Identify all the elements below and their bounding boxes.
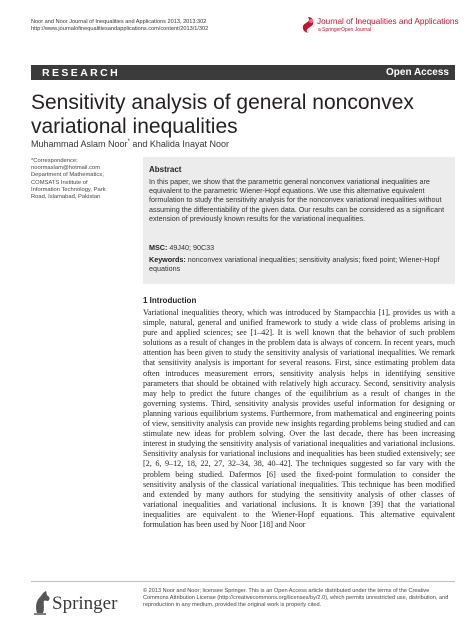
section-heading: 1 Introduction <box>143 296 197 305</box>
footer-divider <box>31 581 455 582</box>
publisher-name: Springer <box>52 593 118 614</box>
author-list <box>31 139 229 149</box>
springeropen-icon <box>300 16 316 34</box>
article-type-label: RESEARCH <box>42 67 121 79</box>
article-title: Sensitivity analysis of general nonconvex variational inequalities <box>31 91 414 138</box>
abstract-text: In this paper, we show that the parametric general nonconvex variational inequalities are equivalent to the parametric Wiener-Hopf equations. We use this alternative equivalent formulation to study the sensitivity analysis for the nonconvex variational inequalities without assuming the differentiability of the given data. Our results can be considered as a significant extension of previously known results for the variational inequalities. <box>149 177 445 223</box>
keywords-text: nonconvex variational inequalities; sensitivity analysis; fixed point; Wiener-Hopf equations <box>149 255 440 274</box>
msc-label: MSC: <box>149 243 168 252</box>
msc-line <box>149 243 214 252</box>
journal-header <box>31 19 271 33</box>
springer-horse-icon <box>31 589 53 617</box>
abstract-box <box>143 157 455 284</box>
springer-logo <box>31 589 141 621</box>
author-first: Muhammad Aslam Noor <box>31 139 128 149</box>
article-url[interactable]: http://www.journalofinequalitiesandapplications.com/content/2013/1/302 <box>31 26 209 32</box>
correspondence-note: *Correspondence: noormaslam@hotmail.com Department of Mathematics, COMSATS Institute of Information Technology, Park Road, Islamabad, Pakistan <box>31 158 106 201</box>
section-body: Variational inequalities theory, which was introduced by Stampacchia [1], provides us with a simple, natural, general and unified framework to study a wide class of problems arising in pure and applied sciences; see [1–42]. It is well known that the behavior of such problem solutions as a result of changes in the problem data is always of concern. In recent years, much attention has been given to study the sensitivity analysis of variational inequalities. We remark that sensitivity analysis is important for several reasons. First, since estimating problem data often introduces measurement errors, sensitivity analysis helps in identifying sensitive parameters that should be obtained with relatively high accuracy. Second, sensitivity analysis may help to predict the future changes of the equilibrium as a result of changes in the governing systems. Third, sensitivity analysis provides useful information for designing or planning various equilibrium systems. Furthermore, from mathematical and engineering points of view, sensitivity analysis can provide new insights regarding problems being studied and can stimulate new ideas for problem solving. Over the last decade, there has been increasing interest in studying the sensitivity analysis of variational inequalities and variational inclusions. Sensitivity analysis for variational inclusions and inequalities has been studied extensively; see [2, 6, 9–12, 18, 22, 27, 32–34, 38, 40–42]. The techniques suggested so far vary with the problem being studied. Dafermos [6] used the fixed-point formulation to consider the sensitivity analysis of the classical variational inequalities. This technique has been modified and extended by many authors for studying the sensitivity analysis of other classes of variational inequalities and variational inclusions. It is known [39] that the variational inequalities are equivalent to the Wiener-Hopf equations. This alternative equivalent formulation has been used by Noor [18] and Noor <box>143 308 455 529</box>
journal-logo <box>300 16 459 42</box>
citation-line: Noor and Noor Journal of Inequalities and Applications 2013, 2013:302 <box>31 19 207 25</box>
article-type-banner <box>31 65 455 80</box>
journal-name: Journal of Inequalities and Applications <box>317 17 459 26</box>
msc-codes: 49J40; 90C33 <box>167 243 215 252</box>
open-access-label: Open Access <box>386 67 449 78</box>
license-text: © 2013 Noor and Noor; licensee Springer. This is an Open Access article distributed under the terms of the Creative Commons Attribution License (http://creativecommons.org/licenses/by/2.0), which permits unrestricted use, distribution, and reproduction in any medium, provided the original work is properly cited. <box>143 588 449 608</box>
keywords-line <box>149 255 449 273</box>
abstract-heading: Abstract <box>149 165 182 174</box>
journal-tagline: a SpringerOpen Journal <box>318 27 372 33</box>
corresponding-mark[interactable]: * <box>127 139 130 145</box>
keywords-label: Keywords: <box>149 255 186 264</box>
author-rest: and Khalida Inayat Noor <box>129 139 229 149</box>
